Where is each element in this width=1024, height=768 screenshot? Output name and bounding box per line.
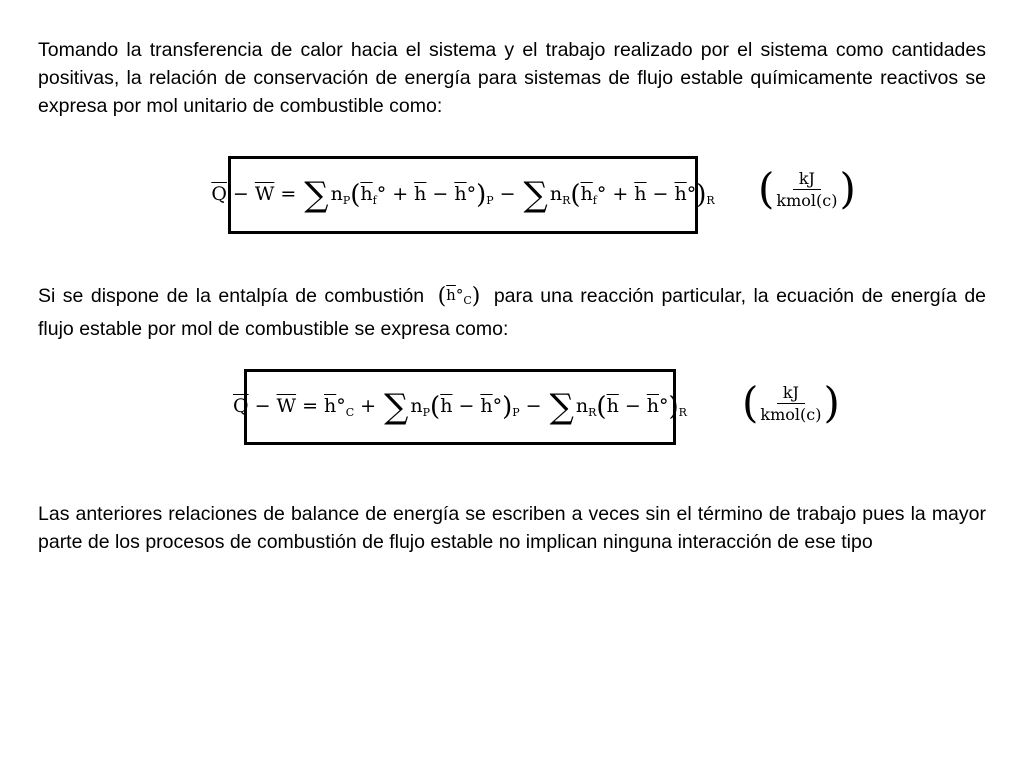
paragraph-intro: Tomando la transferencia de calor hacia el sistema y el trabajo realizado por el sistema como cantidades positivas, la relación de conservación de energía para sistemas de flujo estable químicamente reactivos se expresa por mol unitario de combustible como: [38, 39, 986, 117]
equation-combustion-balance-box [233, 369, 687, 445]
units-kj-per-kmol-1: ( $\frac{kJ}{\text{kmol(c)}}$ ) [758, 164, 856, 213]
equation-energy-balance-box [211, 156, 715, 234]
paragraph-conclusion: Las anteriores relaciones de balance de energía se escriben a veces sin el término de trabajo pues la mayor parte de los procesos de combustión de flujo estable no implican ninguna interacción de ese tipo [38, 503, 986, 553]
units-kj-per-kmol-2: ( $\frac{kJ}{\text{kmol(c)}}$ ) [742, 378, 840, 427]
paragraph-combustion-enthalpy: Si se dispone de la entalpía de combustión $(\overline{h}^\circ_C)$ para una reacción particular, la ecuación de energía de flujo estable por mol de combustible se expresa como: [38, 281, 986, 343]
eq1-term: $\overline{Q} - \overline{W}$ = ∑ $n_P(\overline{h}_f^\circ + \overline{h} - \overline{h}^\circ)_P$ − ∑ $n_R(\overline{h}_f^\circ + \overline{h} - \overline{h}^\circ)_R$ [211, 175, 715, 215]
eq2-term: $\overline{Q} - \overline{W} = \overline{h}^\circ_C$ + ∑ $n_P(\overline{h} - \overline{h}^\circ)_P$ − ∑ $n_R(\overline{h} - \overline{h}^\circ)_R$ [233, 387, 687, 427]
enthalpy-combustion-symbol: $(\overline{h}^\circ_C)$ [437, 284, 481, 309]
